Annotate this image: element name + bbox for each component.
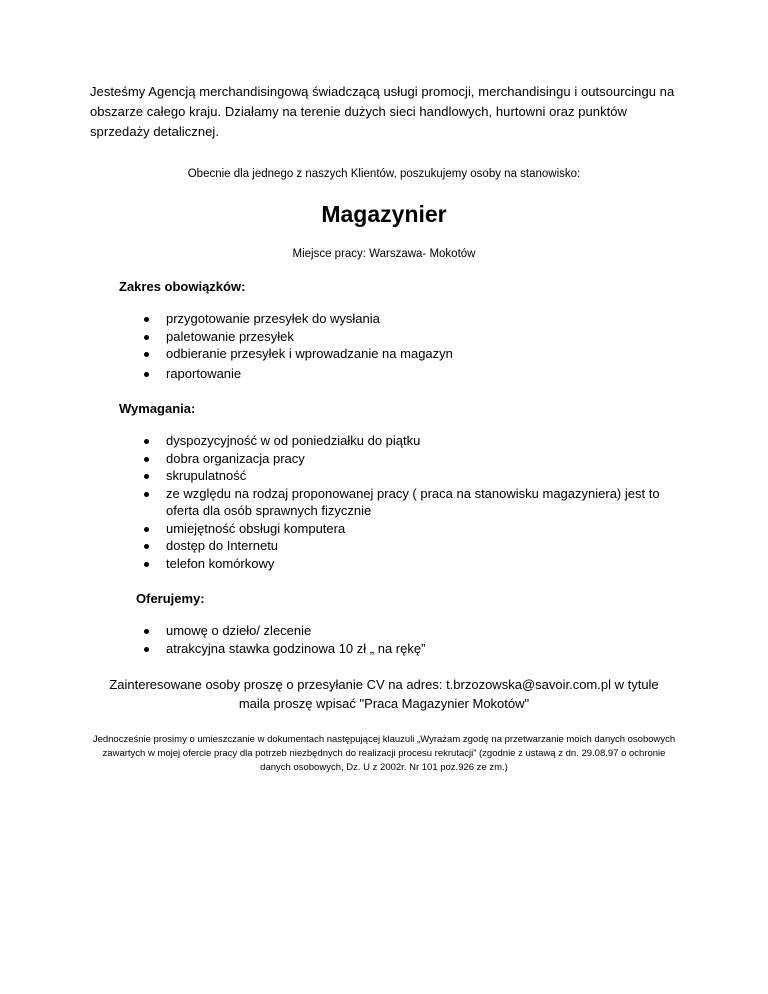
list-item: [166, 310, 678, 328]
list-item-text: raportowanie: [166, 365, 242, 381]
list-item-text: paletowanie przesyłek: [166, 328, 294, 344]
list-item: [166, 467, 678, 485]
job-location: Miejsce pracy: Warszawa- Mokotów: [292, 248, 476, 260]
bullet-icon: [144, 492, 149, 497]
list-item-text: odbieranie przesyłek i wprowadzanie na magazyn: [166, 346, 453, 361]
job-title: Magazynier: [321, 201, 447, 227]
list-item: [166, 640, 678, 658]
list-item-text: atrakcyjna stawka godzinowa 10 zł „ na rękę”: [166, 640, 426, 656]
bullet-icon: [144, 352, 149, 357]
requirements-list: [90, 432, 678, 572]
list-item: [166, 450, 678, 468]
list-item: [166, 485, 678, 520]
list-item: [166, 555, 678, 573]
list-item: [166, 345, 678, 363]
bullet-icon: [144, 562, 149, 567]
list-item-text: dyspozycyjność w od poniedziałku do piątku: [166, 433, 421, 448]
bullet-icon: [144, 544, 149, 549]
bullet-icon: [144, 335, 149, 340]
list-item: [166, 622, 678, 640]
duties-list: [90, 310, 678, 382]
offer-list: [90, 622, 678, 657]
bullet-icon: [144, 372, 149, 377]
list-item: [166, 365, 678, 383]
bullet-icon: [144, 457, 149, 462]
bullet-icon: [144, 527, 149, 532]
list-item-text: umiejętność obsługi komputera: [166, 520, 346, 536]
list-item: [166, 328, 678, 346]
duties-heading: Zakres obowiązków:: [119, 279, 246, 294]
list-item-text: przygotowanie przesyłek do wysłania: [166, 311, 380, 326]
requirements-heading: Wymagania:: [119, 401, 196, 416]
offer-heading: Oferujemy:: [136, 591, 205, 606]
list-item-text: dostęp do Internetu: [166, 538, 279, 553]
intro-paragraph: Jesteśmy Agencją merchandisingową świadczącą usługi promocji, merchandisingu i outsourcingu na obszarze całego kraju. Działamy na terenie dużych sieci handlowych, hurtowni oraz punktów sprzedaży detalicznej.: [90, 84, 675, 139]
lead-sentence: Obecnie dla jednego z naszych Klientów, poszukujemy osoby na stanowisko:: [187, 168, 581, 180]
list-item-text: telefon komórkowy: [166, 555, 275, 571]
list-item-text: dobra organizacja pracy: [166, 450, 305, 466]
list-item-text: umowę o dzieło/ zlecenie: [166, 623, 312, 638]
list-item: [166, 537, 678, 555]
list-item-text: ze względu na rodzaj proponowanej pracy ( praca na stanowisku magazyniera) jest to oferta dla osób sprawnych fizycznie: [166, 485, 660, 518]
bullet-icon: [144, 474, 149, 479]
bullet-icon: [144, 629, 149, 634]
list-item: [166, 432, 678, 450]
bullet-icon: [144, 439, 149, 444]
consent-clause: Jednocześnie prosimy o umieszczanie w dokumentach następującej klauzuli „Wyrażam zgodę na przetwarzanie moich danych osobowych zawartych w mojej ofercie pracy dla potrzeb niezbędnych do realizacji procesu rekrutacji” (zgodnie z ustawą z dn. 29.08.97 o ochronie danych osobowych, Dz. U z 2002r. Nr 101 poz.926 ze zm.): [92, 734, 676, 773]
contact-paragraph: Zainteresowane osoby proszę o przesyłanie CV na adres: t.brzozowska@savoir.com.pl w tytule maila proszę wpisać "Praca Magazynier Mokotów": [109, 677, 659, 711]
bullet-icon: [144, 647, 149, 652]
list-item-text: skrupulatność: [166, 468, 247, 483]
list-item: [166, 520, 678, 538]
bullet-icon: [144, 317, 149, 322]
